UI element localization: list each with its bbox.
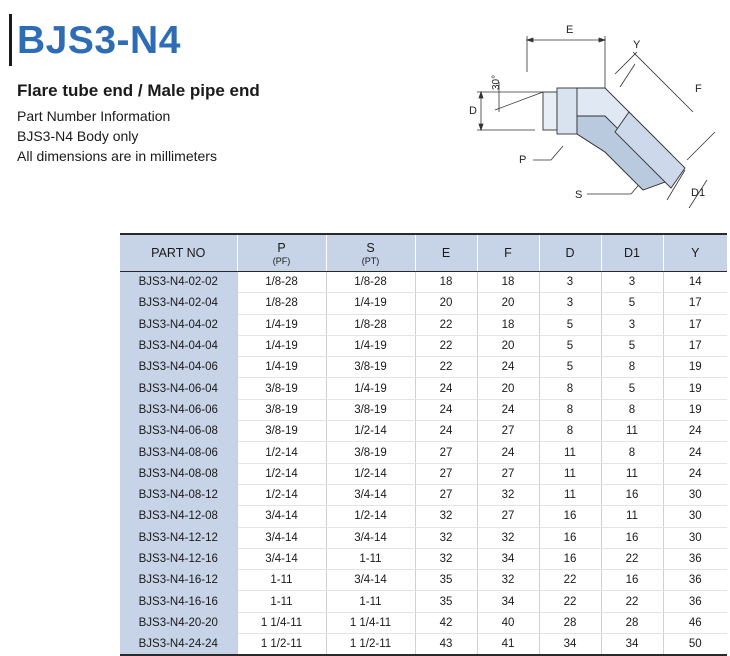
label-y: Y — [633, 39, 641, 51]
fitting-technical-drawing — [455, 12, 720, 212]
title-accent-bar — [9, 14, 12, 66]
info-dimensions-unit: All dimensions are in millimeters — [17, 148, 217, 164]
cell-d1: 5 — [601, 378, 663, 399]
cell-s: 1-11 — [326, 591, 415, 612]
cell-d1: 8 — [601, 357, 663, 378]
cell-p: 3/8-19 — [237, 378, 326, 399]
cell-d: 5 — [539, 357, 601, 378]
cell-p: 3/8-19 — [237, 399, 326, 420]
cell-p: 1 1/2-11 — [237, 634, 326, 656]
cell-d: 11 — [539, 484, 601, 505]
cell-y: 36 — [663, 548, 727, 569]
cell-s: 1/4-19 — [326, 335, 415, 356]
cell-p: 3/4-14 — [237, 506, 326, 527]
cell-d: 8 — [539, 421, 601, 442]
cell-part-no: BJS3-N4-12-12 — [120, 527, 237, 548]
cell-f: 18 — [477, 272, 539, 293]
cell-s: 1/8-28 — [326, 272, 415, 293]
cell-f: 41 — [477, 634, 539, 656]
cell-part-no: BJS3-N4-04-04 — [120, 335, 237, 356]
page-title: BJS3-N4 — [17, 19, 181, 62]
cell-d1: 16 — [601, 484, 663, 505]
cell-e: 22 — [415, 335, 477, 356]
cell-part-no: BJS3-N4-04-06 — [120, 357, 237, 378]
cell-f: 32 — [477, 570, 539, 591]
table-row — [120, 378, 727, 399]
table-row — [120, 314, 727, 335]
cell-f: 27 — [477, 421, 539, 442]
cell-s: 3/4-14 — [326, 527, 415, 548]
table-row — [120, 527, 727, 548]
cell-part-no: BJS3-N4-04-02 — [120, 314, 237, 335]
cell-d: 5 — [539, 335, 601, 356]
table-row — [120, 357, 727, 378]
cell-e: 32 — [415, 527, 477, 548]
table-row — [120, 272, 727, 293]
cell-s: 1/2-14 — [326, 421, 415, 442]
cell-y: 30 — [663, 527, 727, 548]
cell-f: 24 — [477, 442, 539, 463]
cell-part-no: BJS3-N4-16-12 — [120, 570, 237, 591]
cell-p: 1/8-28 — [237, 272, 326, 293]
table-row — [120, 634, 727, 656]
cell-part-no: BJS3-N4-08-08 — [120, 463, 237, 484]
cell-f: 27 — [477, 463, 539, 484]
cell-d: 8 — [539, 399, 601, 420]
cell-p: 1-11 — [237, 570, 326, 591]
cell-d1: 8 — [601, 442, 663, 463]
cell-f: 24 — [477, 357, 539, 378]
header-d: D — [539, 234, 601, 272]
cell-f: 34 — [477, 548, 539, 569]
cell-y: 24 — [663, 463, 727, 484]
cell-e: 32 — [415, 548, 477, 569]
cell-d1: 11 — [601, 506, 663, 527]
label-s: S — [575, 189, 583, 201]
header-f: F — [477, 234, 539, 272]
header-d1: D1 — [601, 234, 663, 272]
cell-d: 5 — [539, 314, 601, 335]
cell-s: 3/4-14 — [326, 570, 415, 591]
table-header-row — [120, 234, 727, 272]
cell-part-no: BJS3-N4-06-06 — [120, 399, 237, 420]
cell-y: 19 — [663, 357, 727, 378]
cell-f: 32 — [477, 527, 539, 548]
page-subtitle: Flare tube end / Male pipe end — [17, 81, 260, 100]
cell-f: 34 — [477, 591, 539, 612]
cell-s: 1/2-14 — [326, 506, 415, 527]
table-row — [120, 335, 727, 356]
cell-y: 17 — [663, 293, 727, 314]
cell-part-no: BJS3-N4-20-20 — [120, 612, 237, 633]
cell-y: 24 — [663, 421, 727, 442]
label-f: F — [695, 83, 702, 95]
cell-s: 1/8-28 — [326, 314, 415, 335]
table-row — [120, 442, 727, 463]
cell-d: 22 — [539, 591, 601, 612]
cell-d: 3 — [539, 272, 601, 293]
cell-e: 22 — [415, 314, 477, 335]
cell-s: 3/4-14 — [326, 484, 415, 505]
info-body-only: BJS3-N4 Body only — [17, 128, 139, 144]
cell-d1: 3 — [601, 314, 663, 335]
cell-e: 35 — [415, 570, 477, 591]
cell-part-no: BJS3-N4-08-12 — [120, 484, 237, 505]
cell-d1: 22 — [601, 591, 663, 612]
info-part-number: Part Number Information — [17, 108, 171, 124]
table-row — [120, 570, 727, 591]
cell-d: 16 — [539, 506, 601, 527]
cell-y: 17 — [663, 314, 727, 335]
cell-e: 18 — [415, 272, 477, 293]
cell-y: 19 — [663, 378, 727, 399]
cell-s: 1/2-14 — [326, 463, 415, 484]
cell-s: 1 1/2-11 — [326, 634, 415, 656]
cell-s: 1-11 — [326, 548, 415, 569]
cell-y: 50 — [663, 634, 727, 656]
cell-d: 34 — [539, 634, 601, 656]
label-e: E — [566, 24, 574, 36]
cell-y: 19 — [663, 399, 727, 420]
cell-e: 27 — [415, 484, 477, 505]
cell-e: 42 — [415, 612, 477, 633]
cell-d1: 5 — [601, 293, 663, 314]
cell-e: 24 — [415, 421, 477, 442]
cell-d: 11 — [539, 442, 601, 463]
cell-y: 14 — [663, 272, 727, 293]
cell-p: 1/8-28 — [237, 293, 326, 314]
cell-e: 32 — [415, 506, 477, 527]
cell-d: 8 — [539, 378, 601, 399]
cell-d1: 8 — [601, 399, 663, 420]
cell-f: 18 — [477, 314, 539, 335]
cell-e: 22 — [415, 357, 477, 378]
cell-y: 17 — [663, 335, 727, 356]
cell-s: 1/4-19 — [326, 378, 415, 399]
cell-f: 20 — [477, 335, 539, 356]
cell-p: 1/2-14 — [237, 442, 326, 463]
table-row — [120, 293, 727, 314]
cell-p: 1-11 — [237, 591, 326, 612]
cell-d1: 5 — [601, 335, 663, 356]
cell-p: 1/4-19 — [237, 335, 326, 356]
cell-f: 20 — [477, 378, 539, 399]
label-angle: 30° — [491, 74, 502, 90]
cell-p: 3/4-14 — [237, 548, 326, 569]
cell-d1: 28 — [601, 612, 663, 633]
cell-p: 3/8-19 — [237, 421, 326, 442]
table-row — [120, 612, 727, 633]
cell-s: 3/8-19 — [326, 399, 415, 420]
cell-p: 1 1/4-11 — [237, 612, 326, 633]
cell-part-no: BJS3-N4-24-24 — [120, 634, 237, 656]
table-row — [120, 506, 727, 527]
table-row — [120, 548, 727, 569]
cell-d1: 16 — [601, 527, 663, 548]
cell-s: 3/8-19 — [326, 357, 415, 378]
cell-d1: 34 — [601, 634, 663, 656]
header-y: Y — [663, 234, 727, 272]
table-row — [120, 484, 727, 505]
cell-d1: 3 — [601, 272, 663, 293]
cell-d1: 11 — [601, 421, 663, 442]
table-row — [120, 399, 727, 420]
cell-f: 27 — [477, 506, 539, 527]
cell-s: 3/8-19 — [326, 442, 415, 463]
cell-part-no: BJS3-N4-02-02 — [120, 272, 237, 293]
label-p: P — [519, 154, 527, 166]
cell-part-no: BJS3-N4-02-04 — [120, 293, 237, 314]
cell-f: 24 — [477, 399, 539, 420]
cell-e: 24 — [415, 378, 477, 399]
cell-y: 36 — [663, 570, 727, 591]
table-row — [120, 463, 727, 484]
cell-d: 22 — [539, 570, 601, 591]
header-e: E — [415, 234, 477, 272]
cell-d1: 16 — [601, 570, 663, 591]
header-s: S (PT) — [326, 234, 415, 272]
cell-e: 24 — [415, 399, 477, 420]
cell-y: 24 — [663, 442, 727, 463]
cell-part-no: BJS3-N4-06-08 — [120, 421, 237, 442]
cell-f: 32 — [477, 484, 539, 505]
cell-e: 35 — [415, 591, 477, 612]
cell-y: 36 — [663, 591, 727, 612]
cell-p: 1/4-19 — [237, 314, 326, 335]
cell-f: 20 — [477, 293, 539, 314]
label-d: D — [469, 105, 477, 117]
cell-part-no: BJS3-N4-08-06 — [120, 442, 237, 463]
cell-d: 3 — [539, 293, 601, 314]
cell-d: 16 — [539, 548, 601, 569]
cell-s: 1 1/4-11 — [326, 612, 415, 633]
cell-d: 11 — [539, 463, 601, 484]
cell-y: 46 — [663, 612, 727, 633]
cell-e: 43 — [415, 634, 477, 656]
cell-part-no: BJS3-N4-12-08 — [120, 506, 237, 527]
cell-part-no: BJS3-N4-12-16 — [120, 548, 237, 569]
header-part-no: PART NO — [120, 234, 237, 272]
cell-e: 27 — [415, 463, 477, 484]
cell-y: 30 — [663, 484, 727, 505]
cell-e: 20 — [415, 293, 477, 314]
cell-d1: 22 — [601, 548, 663, 569]
label-d1: D1 — [691, 187, 706, 199]
table-row — [120, 591, 727, 612]
cell-s: 1/4-19 — [326, 293, 415, 314]
cell-p: 1/2-14 — [237, 463, 326, 484]
table-row — [120, 421, 727, 442]
header-p: P (PF) — [237, 234, 326, 272]
cell-p: 1/4-19 — [237, 357, 326, 378]
cell-f: 40 — [477, 612, 539, 633]
cell-y: 30 — [663, 506, 727, 527]
part-dimension-table — [120, 233, 727, 656]
cell-part-no: BJS3-N4-16-16 — [120, 591, 237, 612]
cell-d: 28 — [539, 612, 601, 633]
cell-e: 27 — [415, 442, 477, 463]
cell-p: 3/4-14 — [237, 527, 326, 548]
cell-part-no: BJS3-N4-06-04 — [120, 378, 237, 399]
cell-d1: 11 — [601, 463, 663, 484]
cell-d: 16 — [539, 527, 601, 548]
cell-p: 1/2-14 — [237, 484, 326, 505]
